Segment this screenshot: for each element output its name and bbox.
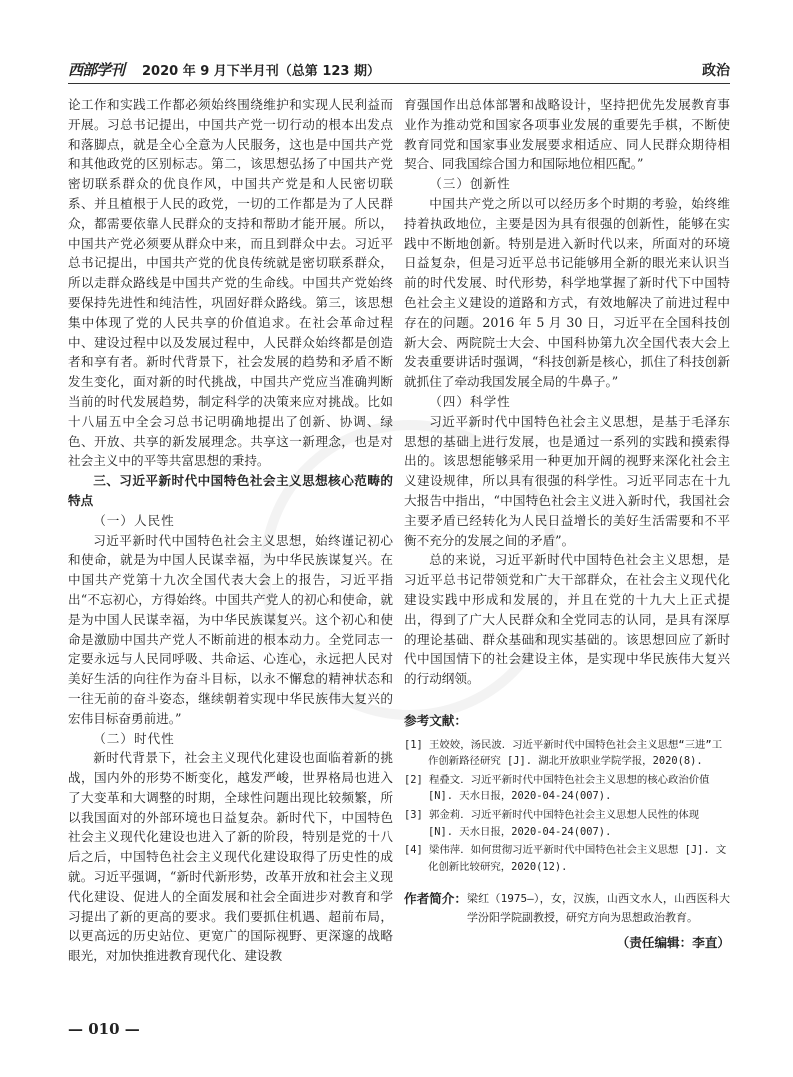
section-name: 政治	[702, 63, 730, 79]
paragraph: 育强国作出总体部署和战略设计，坚持把优先发展教育事业作为推动党和国家各项事业发展的重要先手棋，不断使教育同党和国家事业发展要求相适应、同人民群众期待相契合、同我国综合国力和国际地位相匹配。”	[404, 97, 730, 172]
issue-info: 2020 年 9 月下半月刊（总第 123 期）	[142, 64, 380, 79]
reference-item: [4] 梁伟萍．如何贯彻习近平新时代中国特色社会主义思想 [J]. 文化创新比较研究，2020(12).	[404, 844, 727, 873]
subsection-heading: （二）时代性	[93, 730, 175, 746]
editor-credit: （责任编辑：李直）	[616, 935, 730, 951]
reference-item: [2] 程叠文．习近平新时代中国特色社会主义思想的核心政治价值 [N]. 天水日报，2020-04-24(007).	[404, 773, 710, 803]
subsection-heading: （四）科学性	[429, 393, 511, 409]
paragraph: 习近平新时代中国特色社会主义思想，是基于毛泽东思想的基础上进行发展，也是通过一系列的实践和摸索得出的。该思想能够采用一种更加开阔的视野来深化社会主义建设规律，所以具有很强的科学性。习近平同志在十九大报告中指出，“中国特色社会主义进入新时代，我国社会主要矛盾已经转化为人民日益增长的美好生活需要和不平衡不充分的发展之间的矛盾”。	[404, 413, 730, 548]
subsection-heading: （三）创新性	[429, 176, 511, 192]
journal-logo: 西部学刊	[68, 61, 125, 79]
right-column	[404, 95, 730, 953]
section-heading: 三、习近平新时代中国特色社会主义思想核心范畴的特点	[68, 473, 393, 508]
paragraph: 中国共产党之所以可以经历多个时期的考验，始终维持着执政地位，主要是因为具有很强的创新性，能够在实践中不断地创新。特别是进入新时代以来，所面对的环境日益复杂，但是习近平总书记能够用全新的眼光来认识当前的时代发展、时代形势，科学地掌握了新时代下中国特色社会主义建设的道路和方式，有效地解决了前进过程中存在的问题。2016 年 5 月 30 日，习近平在全国科技创新大会、两院院士大会、中国科协第九次全国代表大会上发表重要讲话时强调，“科技创新是核心，抓住了科技创新就抓住了牵动我国发展全局的牛鼻子。”	[404, 195, 730, 390]
reference-item: [3] 郭金莉．习近平新时代中国特色社会主义思想人民性的体现 [N]. 天水日报，2020-04-24(007).	[404, 809, 700, 838]
paragraph: 习近平新时代中国特色社会主义思想，始终谨记初心和使命，就是为中国人民谋幸福，为中华民族谋复兴。在中国共产党第十九次全国代表大会上的报告，习近平指出“不忘初心，方得始终。中国共产党人的初心和使命，就是为中国人民谋幸福，为中华民族谋复兴。这个初心和使命是激励中国共产党人不断前进的根本动力。全党同志一定要永远与人民同呼吸、共命运、心连心，永远把人民对美好生活的向往作为奋斗目标，以永不懈怠的精神状态和一往无前的奋斗姿态，继续朝着实现中华民族伟大复兴的宏伟目标奋勇前进。”	[68, 532, 393, 726]
page-number: — 010 —	[68, 1020, 140, 1038]
paragraph: 总的来说，习近平新时代中国特色社会主义思想，是习近平总书记带领党和广大干部群众，在社会主义现代化建设实践中形成和发展的，并且在党的十九大上正式提出，得到了广大人民群众和全党同志的认同，是具有深厚的理论基础、群众基础和现实基础的。该思想回应了新时代中国国情下的社会建设主体，是实现中华民族伟大复兴的行动纲领。	[404, 552, 730, 687]
subsection-heading: （一）人民性	[93, 512, 175, 528]
left-column	[68, 95, 393, 966]
references-title: 参考文献：	[404, 712, 467, 728]
author-bio	[404, 889, 730, 927]
author-text: 梁红（1975—），女，汉族，山西文水人，山西医科大学汾阳学院副教授，研究方向为思想政治教育。	[466, 892, 730, 925]
reference-item: [1] 王姣姣，汤民波．习近平新时代中国特色社会主义思想“三进”工作创新路径研究 [J]. 湖北开放职业学院学报，2020(8).	[404, 738, 723, 768]
page-header	[68, 57, 730, 84]
paragraph: 新时代背景下，社会主义现代化建设也面临着新的挑战，国内外的形势不断变化，越发严峻，世界格局也进入了大变革和大调整的时期，全球性问题出现比较频繁，所以我国面对的外部环境也日益复杂。新时代下，中国特色社会主义现代化建设也进入了新的阶段，特别是党的十八后之后，中国特色社会主义现代化建设取得了历史性的成就。习近平强调，“新时代新形势，改革开放和社会主义现代化建设、促进人的全面发展和社会全面进步对教育和学习提出了新的更高的要求。我们要抓住机遇、超前布局，以更高远的历史站位、更宽广的国际视野、更深邃的战略眼光，对加快推进教育现代化、建设教	[68, 750, 393, 964]
author-label: 作者简介：	[404, 891, 467, 907]
paragraph: 论工作和实践工作都必须始终围绕维护和实现人民利益而开展。习总书记提出，中国共产党一切行动的根本出发点和落脚点，就是全心全意为人民服务，这也是中国共产党和其他政党的区别标志。第二，该思想弘扬了中国共产党密切联系群众的优良作风，中国共产党是和人民密切联系、并且植根于人民的政党，一切的工作都是为了人民群众，都需要依靠人民群众的支持和帮助才能开展。所以，中国共产党必须要从群众中来，而且到群众中去。习近平总书记提出，中国共产党的优良传统就是密切联系群众，所以走群众路线是中国共产党的生命线。中国共产党始终要保持先进性和纯洁性，巩固好群众路线。第三，该思想集中体现了党的人民共享的价值追求。在社会革命过程中、建设过程中以及发展过程中，人民群众始终都是创造者和享有者。新时代背景下，社会发展的趋势和矛盾不断发生变化，面对新的时代挑战，中国共产党应当准确判断当前的时代发展趋势，制定科学的决策来应对挑战。比如十八届五中全会习总书记明确地提出了创新、协调、绿色、开放、共享的新发展理念。共享这一新理念，也是对社会主义中的平等共富思想的秉持。	[68, 97, 393, 469]
